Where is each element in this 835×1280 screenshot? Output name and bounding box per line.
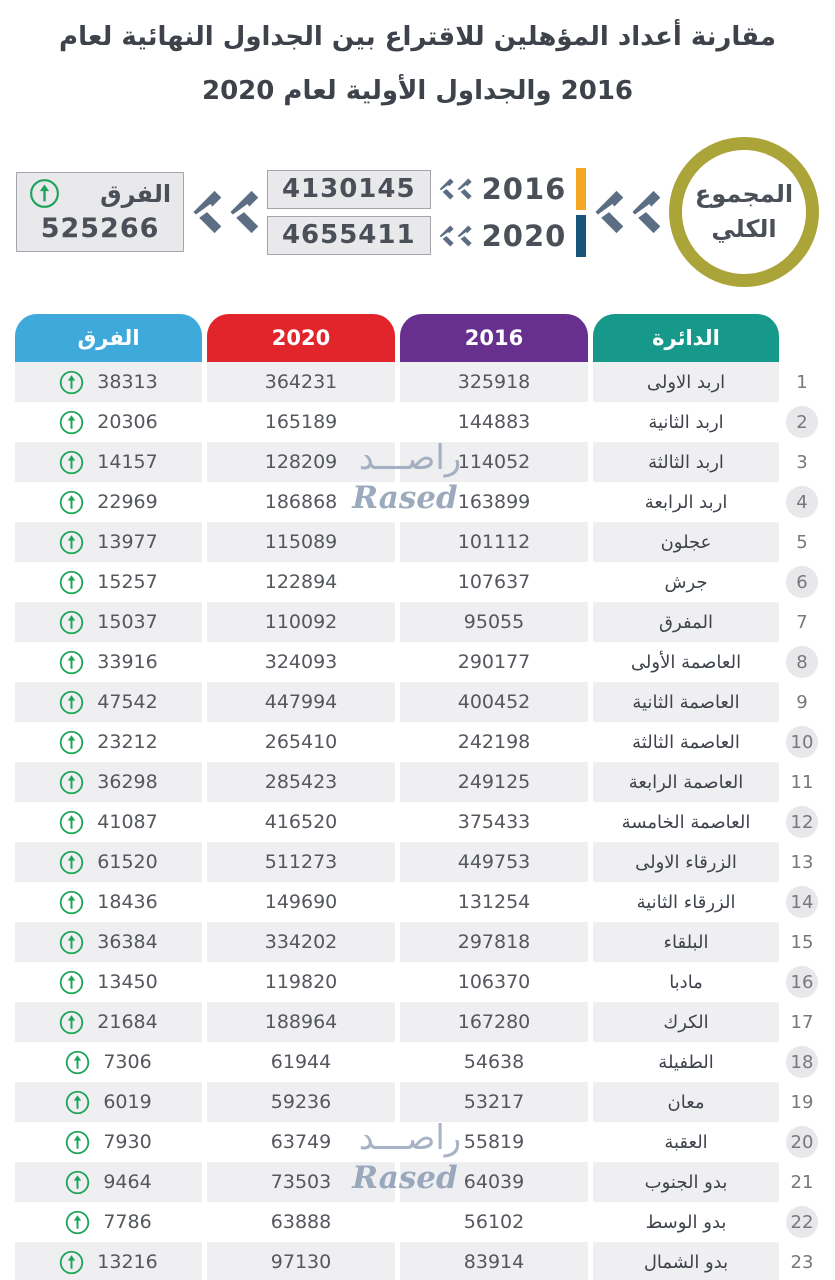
year-2016-cell: 95055 [400,602,588,642]
district-cell: بدو الشمال [593,1242,779,1280]
district-cell: العقبة [664,1131,708,1153]
increase-arrow-icon [59,1250,84,1275]
year-2016-cell: 55819 [463,1131,525,1153]
diff-value: 13450 [97,971,158,993]
district-cell: الكرك [593,1002,779,1042]
year-2020-bar [576,215,586,257]
row-number-header [784,314,820,362]
year-2020-cell: 149690 [264,891,338,913]
table-row [15,1042,820,1082]
chevrons-left-icon [192,190,259,234]
row-number: 23 [790,1251,814,1273]
increase-arrow-icon [59,530,84,555]
year-2016-label: 2016 [481,171,567,206]
diff-cell [15,1082,202,1122]
diff-cell [15,842,202,882]
table-row [15,802,820,842]
table-row [15,642,820,682]
year-2016-cell: 163899 [457,491,531,513]
year-2020-column-header: 2020 [207,314,395,362]
chevron-left-icon [594,190,624,234]
chevrons-left-icon [594,190,661,234]
row-number-cell [784,1042,820,1082]
diff-cell [15,402,202,442]
year-2016-cell: 56102 [463,1211,525,1233]
table-row [15,882,820,922]
row-number-cell [784,442,820,482]
row-number: 20 [786,1126,818,1158]
chevrons-left-icon [439,225,472,247]
diff-value: 33916 [97,651,158,673]
diff-cell [15,682,202,722]
year-2016-cell: 290177 [457,651,531,673]
district-cell: المفرق [593,602,779,642]
diff-value: 9464 [103,1171,152,1193]
diff-cell [15,482,202,522]
chevron-left-icon [439,225,454,247]
row-number-cell [784,362,820,402]
diff-cell [15,442,202,482]
increase-arrow-icon [59,970,84,995]
row-number-cell [784,482,820,522]
total-diff-box [16,172,184,252]
table-row [15,402,820,442]
year-2020-cell: 119820 [264,971,338,993]
year-2020-cell: 63749 [270,1131,332,1153]
district-cell: اربد الثانية [648,411,724,433]
diff-value: 23212 [97,731,158,753]
diff-cell [15,562,202,602]
diff-cell [15,1202,202,1242]
row-number-cell [784,722,820,762]
table-row [15,1002,820,1042]
year-2016-cell: 131254 [457,891,531,913]
year-2016-cell: 114052 [400,442,588,482]
table-row [15,762,820,802]
diff-cell [15,1242,202,1280]
row-number: 5 [796,531,808,553]
table-row [15,922,820,962]
row-number: 10 [786,726,818,758]
total-value-boxes [267,170,431,255]
row-number-cell [784,1082,820,1122]
diff-column-header: الفرق [15,314,202,362]
row-number-cell [784,962,820,1002]
district-cell: معان [593,1082,779,1122]
district-cell: العاصمة الخامسة [621,811,751,833]
row-number: 17 [790,1011,814,1033]
row-number: 2 [786,406,818,438]
diff-cell [15,962,202,1002]
year-2016-cell: 449753 [400,842,588,882]
table-row [15,722,820,762]
diff-cell [15,1122,202,1162]
row-number: 18 [786,1046,818,1078]
total-diff-header [29,178,171,209]
table-row [15,482,820,522]
diff-value: 6019 [103,1091,152,1113]
table-row [15,442,820,482]
year-2020-cell: 324093 [264,651,338,673]
district-cell: مادبا [669,971,703,993]
watermark-latin: Rased [352,1160,458,1196]
year-2020-cell: 97130 [207,1242,395,1280]
year-2016-cell: 53217 [400,1082,588,1122]
increase-arrow-icon [59,850,84,875]
row-number: 8 [786,646,818,678]
district-column-header: الدائرة [593,314,779,362]
diff-value: 15257 [97,571,158,593]
district-cell: البلقاء [593,922,779,962]
increase-arrow-icon [65,1170,90,1195]
increase-arrow-icon [59,810,84,835]
increase-arrow-icon [59,770,84,795]
table-body [15,362,820,1280]
year-2016-cell: 400452 [400,682,588,722]
diff-cell [15,1042,202,1082]
diff-value: 7786 [103,1211,152,1233]
district-cell: جرش [664,571,708,593]
increase-arrow-icon [59,410,84,435]
increase-arrow-icon [65,1090,90,1115]
district-cell: العاصمة الثانية [593,682,779,722]
chevrons-left-icon [439,178,472,200]
increase-arrow-icon [59,890,84,915]
row-number-cell [784,922,820,962]
increase-arrow-icon [29,178,60,209]
diff-cell [15,1002,202,1042]
year-2016-cell: 106370 [457,971,531,993]
district-cell: الزرقاء الثانية [636,891,736,913]
year-2020-cell: 285423 [207,762,395,802]
table-row [15,682,820,722]
diff-value: 61520 [97,851,158,873]
year-2020-cell: 186868 [264,491,338,513]
chevron-left-icon [229,190,259,234]
page-title-line2: 2016 والجداول الأولية لعام 2020 [201,76,634,106]
increase-arrow-icon [65,1130,90,1155]
year-2020-cell: 416520 [264,811,338,833]
row-number-cell [784,1122,820,1162]
table-row [15,602,820,642]
year-2016-column-header: 2016 [400,314,588,362]
increase-arrow-icon [59,610,84,635]
year-2020-row [439,215,587,257]
row-number: 14 [786,886,818,918]
diff-cell [15,922,202,962]
diff-value: 14157 [97,451,158,473]
year-2020-label: 2020 [481,218,567,253]
district-cell: بدو الوسط [645,1211,727,1233]
row-number-cell [784,642,820,682]
diff-value: 41087 [97,811,158,833]
table-row [15,362,820,402]
table-row [15,1122,820,1162]
table-row [15,562,820,602]
increase-arrow-icon [59,450,84,475]
district-cell: اربد الثالثة [593,442,779,482]
row-number-cell [784,602,820,642]
district-cell: الطفيلة [658,1051,714,1073]
row-number-cell [784,882,820,922]
year-2020-cell: 188964 [207,1002,395,1042]
year-2020-cell: 59236 [207,1082,395,1122]
year-2016-cell: 83914 [400,1242,588,1280]
diff-cell [15,362,202,402]
row-number: 1 [796,371,808,393]
increase-arrow-icon [59,370,84,395]
increase-arrow-icon [59,490,84,515]
diff-value: 18436 [97,891,158,913]
year-2016-cell: 54638 [463,1051,525,1073]
watermark-arabic: راصـــد [358,1118,462,1158]
row-number: 22 [786,1206,818,1238]
row-number: 6 [786,566,818,598]
year-2016-cell: 297818 [400,922,588,962]
diff-value: 36298 [97,771,158,793]
row-number: 21 [790,1171,814,1193]
row-number: 19 [790,1091,814,1113]
row-number-cell [784,1162,820,1202]
total-diff-label: الفرق [100,179,172,208]
diff-value: 13977 [97,531,158,553]
total-2016-value: 4130145 [267,170,431,209]
diff-value: 13216 [97,1251,158,1273]
district-cell: الزرقاء الاولى [593,842,779,882]
table-row [15,1162,820,1202]
year-2016-row [439,168,587,210]
total-summary [0,118,835,314]
row-number: 16 [786,966,818,998]
row-number: 7 [796,611,808,633]
year-2020-cell: 110092 [207,602,395,642]
increase-arrow-icon [59,570,84,595]
district-cell: العاصمة الأولى [630,651,742,673]
row-number-cell [784,802,820,842]
year-2016-cell: 107637 [457,571,531,593]
diff-cell [15,722,202,762]
row-number: 13 [790,851,814,873]
diff-value: 21684 [97,1011,158,1033]
year-2020-cell: 61944 [270,1051,332,1073]
year-2020-cell: 265410 [264,731,338,753]
year-2020-cell: 73503 [207,1162,395,1202]
total-diff-value: 525266 [40,213,160,244]
year-2020-cell: 115089 [207,522,395,562]
chevron-left-icon [192,190,222,234]
diff-value: 20306 [97,411,158,433]
row-number-cell [784,522,820,562]
year-2020-cell: 122894 [264,571,338,593]
row-number: 4 [786,486,818,518]
increase-arrow-icon [65,1050,90,1075]
year-2016-cell: 242198 [457,731,531,753]
year-2016-cell: 101112 [400,522,588,562]
diff-cell [15,642,202,682]
row-number-cell [784,1202,820,1242]
diff-value: 7930 [103,1131,152,1153]
year-2020-cell: 165189 [264,411,338,433]
diff-cell [15,522,202,562]
table-header-row [15,314,820,362]
year-2020-cell: 63888 [270,1211,332,1233]
total-2020-value: 4655411 [267,216,431,255]
year-2020-cell: 334202 [207,922,395,962]
year-2020-cell: 511273 [207,842,395,882]
row-number-cell [784,1002,820,1042]
table-row [15,1202,820,1242]
year-2016-cell: 167280 [400,1002,588,1042]
table-row [15,1242,820,1280]
year-2020-cell: 128209 [207,442,395,482]
row-number: 3 [796,451,808,473]
page-title [0,0,835,118]
district-cell: بدو الجنوب [593,1162,779,1202]
watermark-arabic: راصـــد [358,438,462,478]
district-cell: اربد الرابعة [644,491,728,513]
chevron-left-icon [631,190,661,234]
year-2016-cell: 64039 [400,1162,588,1202]
table-row [15,522,820,562]
chevron-left-icon [457,225,472,247]
year-2016-cell: 375433 [457,811,531,833]
district-cell: العاصمة الثالثة [632,731,740,753]
diff-cell [15,602,202,642]
increase-arrow-icon [59,930,84,955]
increase-arrow-icon [59,690,84,715]
row-number: 12 [786,806,818,838]
increase-arrow-icon [65,1210,90,1235]
row-number: 9 [796,691,808,713]
increase-arrow-icon [59,730,84,755]
table-row [15,962,820,1002]
row-number-cell [784,402,820,442]
total-circle [669,137,819,287]
diff-value: 38313 [97,371,158,393]
chevron-left-icon [457,178,472,200]
district-cell: عجلون [593,522,779,562]
total-label-line2: الكلي [711,215,777,243]
increase-arrow-icon [59,1010,84,1035]
row-number-cell [784,762,820,802]
year-2016-cell: 325918 [400,362,588,402]
row-number: 15 [790,931,814,953]
year-labels [439,168,587,257]
year-2020-cell: 447994 [207,682,395,722]
diff-cell [15,762,202,802]
diff-value: 7306 [103,1051,152,1073]
table-row [15,1082,820,1122]
year-2016-cell: 249125 [400,762,588,802]
page-title-line1: مقارنة أعداد المؤهلين للاقتراع بين الجداول النهائية لعام [59,22,776,52]
watermark-latin: Rased [352,480,458,516]
diff-cell [15,802,202,842]
year-2016-cell: 144883 [457,411,531,433]
row-number-cell [784,562,820,602]
row-number-cell [784,1242,820,1280]
total-label-line1: المجموع [694,180,794,208]
row-number-cell [784,682,820,722]
table-row [15,842,820,882]
diff-value: 47542 [97,691,158,713]
row-number-cell [784,842,820,882]
chevron-left-icon [439,178,454,200]
diff-value: 22969 [97,491,158,513]
diff-cell [15,1162,202,1202]
district-cell: اربد الاولى [593,362,779,402]
diff-cell [15,882,202,922]
diff-value: 15037 [97,611,158,633]
increase-arrow-icon [59,650,84,675]
year-2020-cell: 364231 [207,362,395,402]
year-2016-bar [576,168,586,210]
district-cell: العاصمة الرابعة [593,762,779,802]
comparison-table [15,314,820,1280]
row-number: 11 [790,771,814,793]
diff-value: 36384 [97,931,158,953]
